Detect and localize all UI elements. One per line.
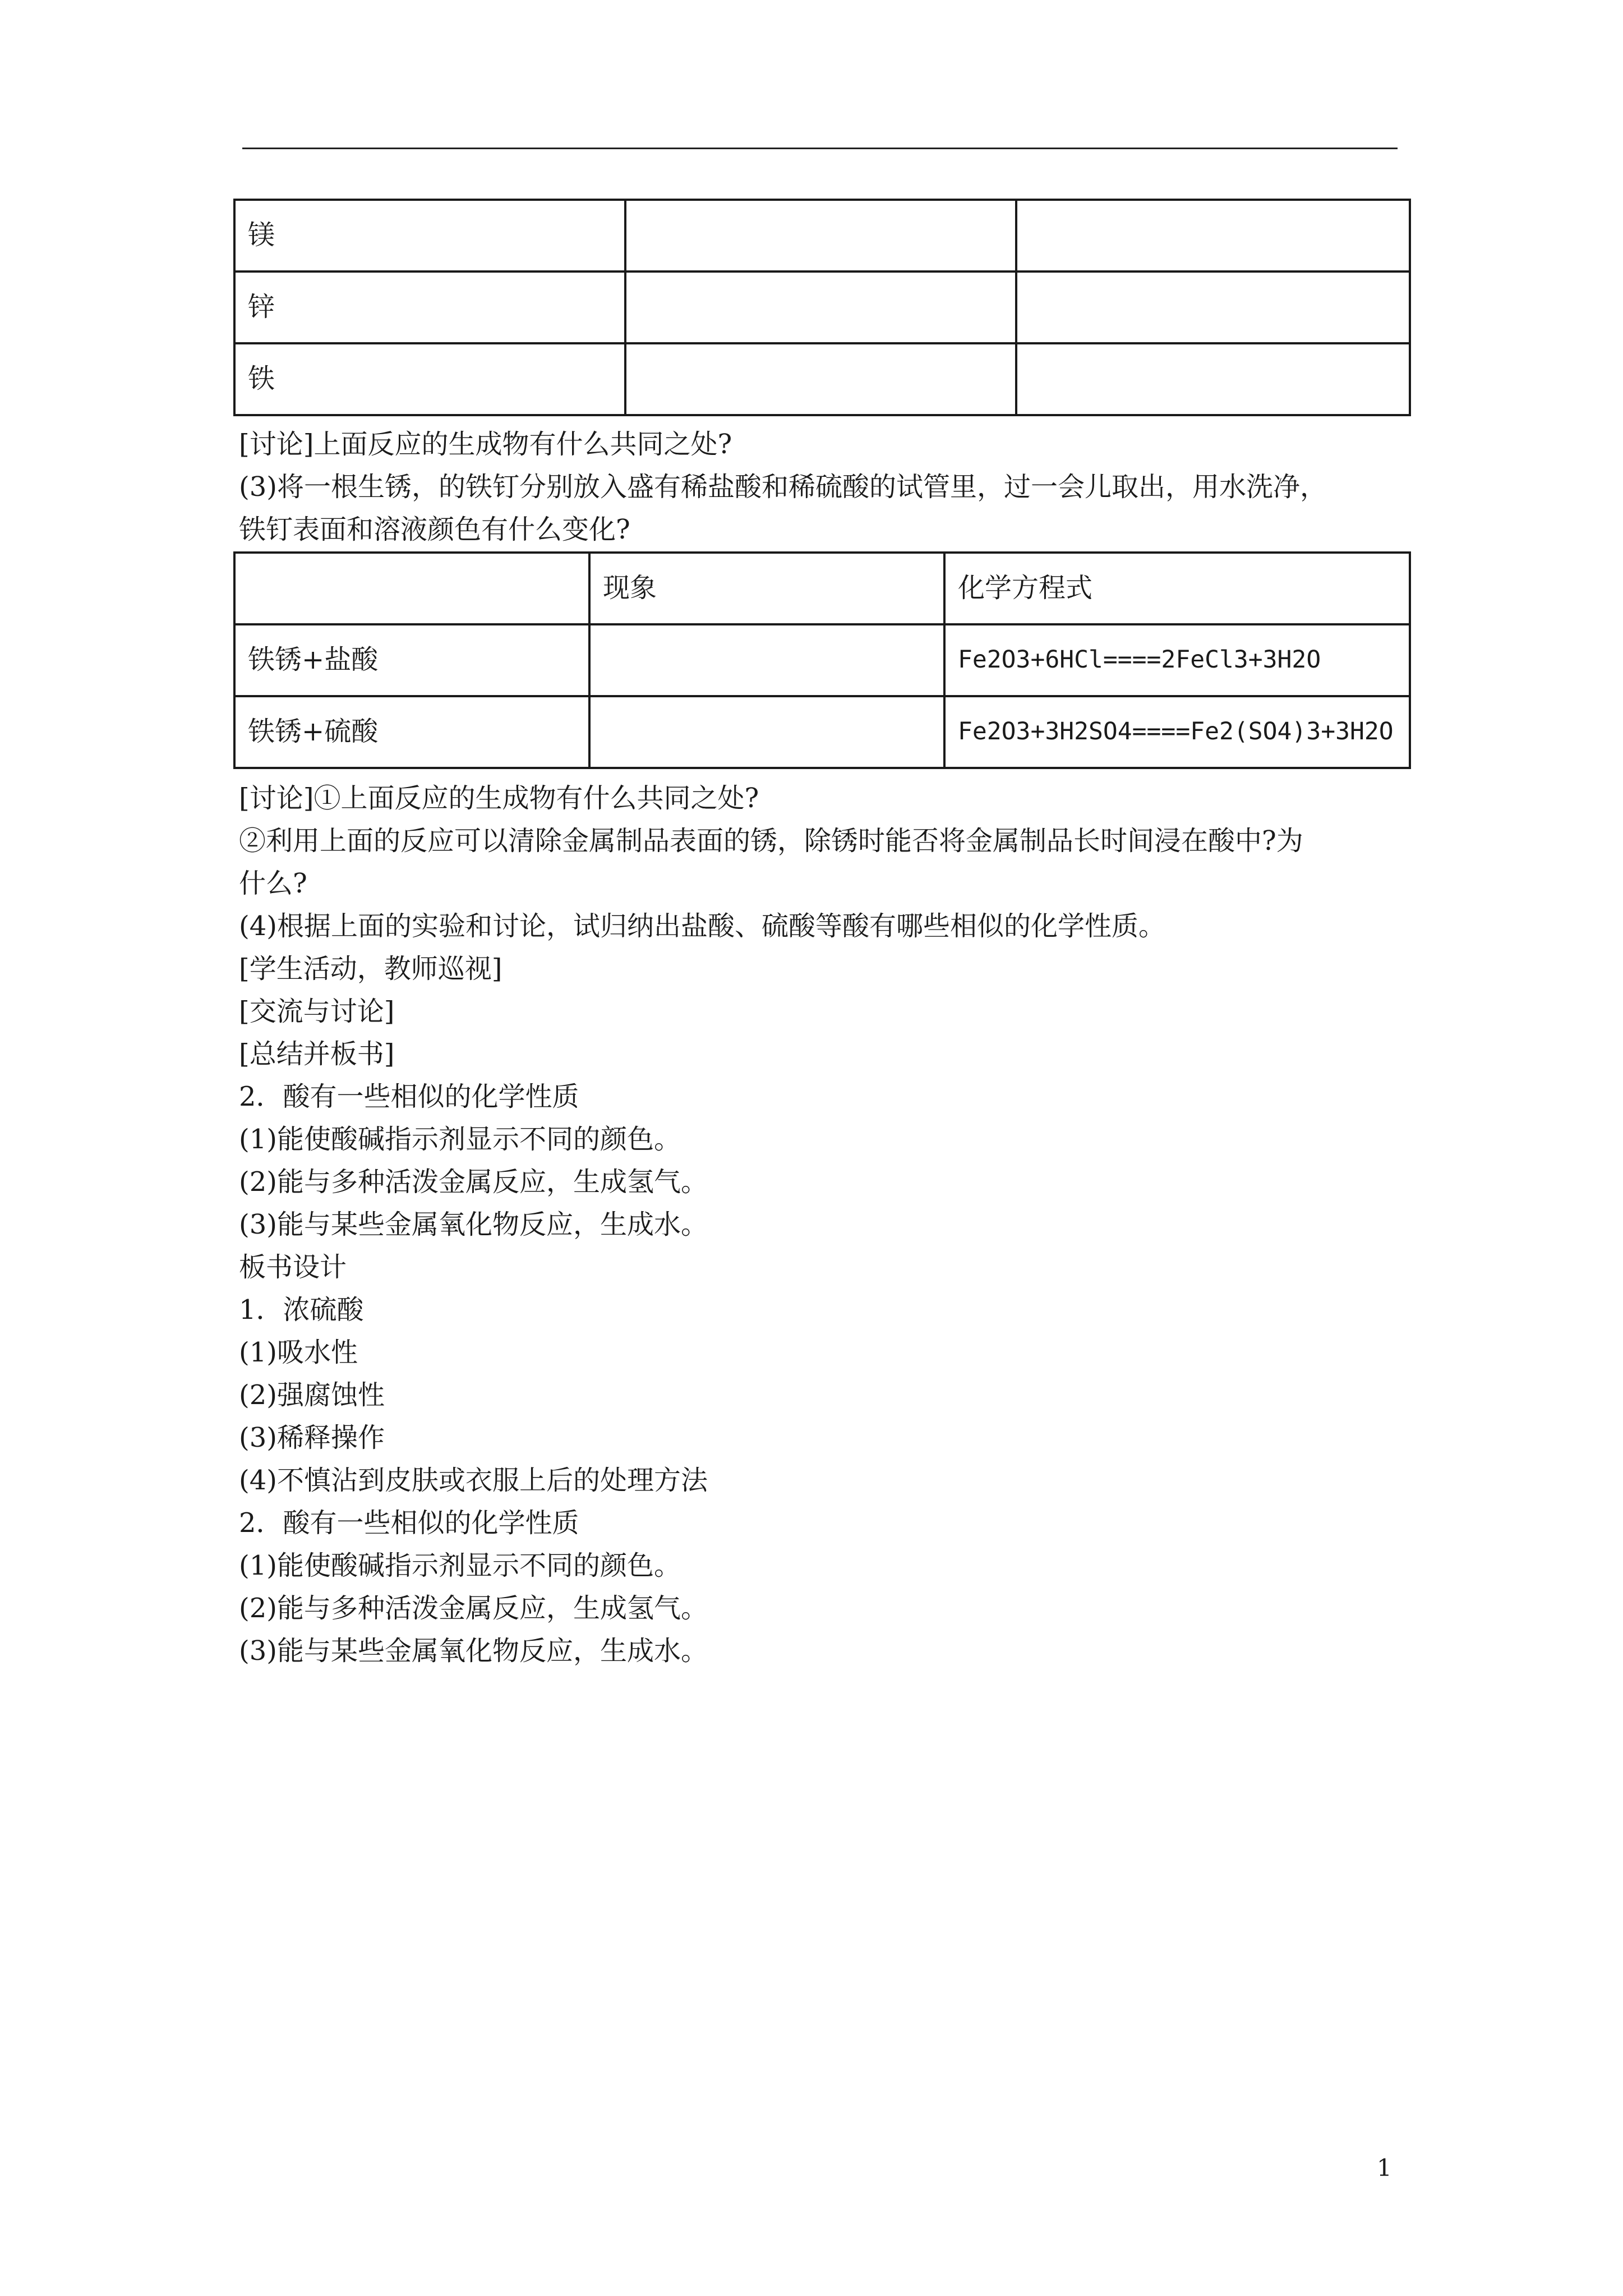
table-cell-phenomenon — [589, 696, 944, 768]
table-header-cell — [234, 553, 589, 624]
table-row — [234, 272, 1410, 343]
table-cell-metal: 铁 — [234, 343, 625, 415]
paragraph: [交流与讨论] — [239, 996, 395, 1027]
table-cell-reactants: 铁锈+盐酸 — [234, 624, 589, 696]
table-header-row — [234, 553, 1410, 624]
paragraph: (1)吸水性 — [239, 1337, 358, 1368]
table-cell — [1016, 272, 1410, 343]
paragraph: (4)不慎沾到皮肤或衣服上后的处理方法 — [239, 1465, 708, 1496]
table-cell-reactants: 铁锈+硫酸 — [234, 696, 589, 768]
discussion-block-1 — [239, 423, 1411, 551]
paragraph: (1)能使酸碱指示剂显示不同的颜色。 — [239, 1550, 681, 1581]
paragraph: (2)强腐蚀性 — [239, 1379, 385, 1411]
table-cell — [625, 272, 1016, 343]
paragraph: 2．酸有一些相似的化学性质 — [239, 1507, 579, 1539]
paragraph: (1)能使酸碱指示剂显示不同的颜色。 — [239, 1124, 681, 1155]
table-cell — [1016, 200, 1410, 272]
paragraph: (2)能与多种活泼金属反应，生成氢气。 — [239, 1593, 708, 1624]
table-row — [234, 200, 1410, 272]
paragraph: 什么? — [239, 868, 307, 899]
paragraph: (3)能与某些金属氧化物反应，生成水。 — [239, 1635, 708, 1667]
paragraph: (3)稀释操作 — [239, 1422, 385, 1453]
table-cell-metal: 锌 — [234, 272, 625, 343]
table-cell-equation: Fe2O3+6HCl====2FeCl3+3H2O — [944, 624, 1410, 696]
paragraph: [讨论]①上面反应的生成物有什么共同之处? — [239, 783, 759, 814]
metal-reaction-table — [233, 199, 1411, 416]
page-number: 1 — [1377, 2154, 1392, 2182]
paragraph: 板书设计 — [239, 1251, 347, 1283]
table-cell-equation: Fe2O3+3H2SO4====Fe2(SO4)3+3H2O — [944, 696, 1410, 768]
discussion-block-2 — [239, 777, 1411, 1672]
paragraph: (2)能与多种活泼金属反应，生成氢气。 — [239, 1166, 708, 1198]
table-cell — [625, 343, 1016, 415]
table-row — [234, 343, 1410, 415]
table-row — [234, 696, 1410, 768]
table-cell-metal: 镁 — [234, 200, 625, 272]
table-row — [234, 624, 1410, 696]
header-rule — [242, 148, 1398, 149]
paragraph: [总结并板书] — [239, 1038, 395, 1070]
paragraph: 1．浓硫酸 — [239, 1294, 364, 1326]
table-cell — [625, 200, 1016, 272]
paragraph: (3)能与某些金属氧化物反应，生成水。 — [239, 1209, 708, 1240]
table-header-cell: 现象 — [589, 553, 944, 624]
paragraph: [学生活动，教师巡视] — [239, 953, 502, 984]
paragraph: (3)将一根生锈，的铁钉分别放入盛有稀盐酸和稀硫酸的试管里，过一会儿取出，用水洗净， — [239, 471, 1327, 503]
table-cell-phenomenon — [589, 624, 944, 696]
table-cell — [1016, 343, 1410, 415]
paragraph: 铁钉表面和溶液颜色有什么变化? — [239, 514, 630, 545]
paragraph: (4)根据上面的实验和讨论，试归纳出盐酸、硫酸等酸有哪些相似的化学性质。 — [239, 910, 1165, 942]
rust-reaction-table — [233, 551, 1411, 769]
paragraph: [讨论]上面反应的生成物有什么共同之处? — [239, 429, 732, 460]
table-header-cell: 化学方程式 — [944, 553, 1410, 624]
paragraph: 2．酸有一些相似的化学性质 — [239, 1081, 579, 1112]
paragraph: ②利用上面的反应可以清除金属制品表面的锈，除锈时能否将金属制品长时间浸在酸中?为 — [239, 825, 1303, 857]
